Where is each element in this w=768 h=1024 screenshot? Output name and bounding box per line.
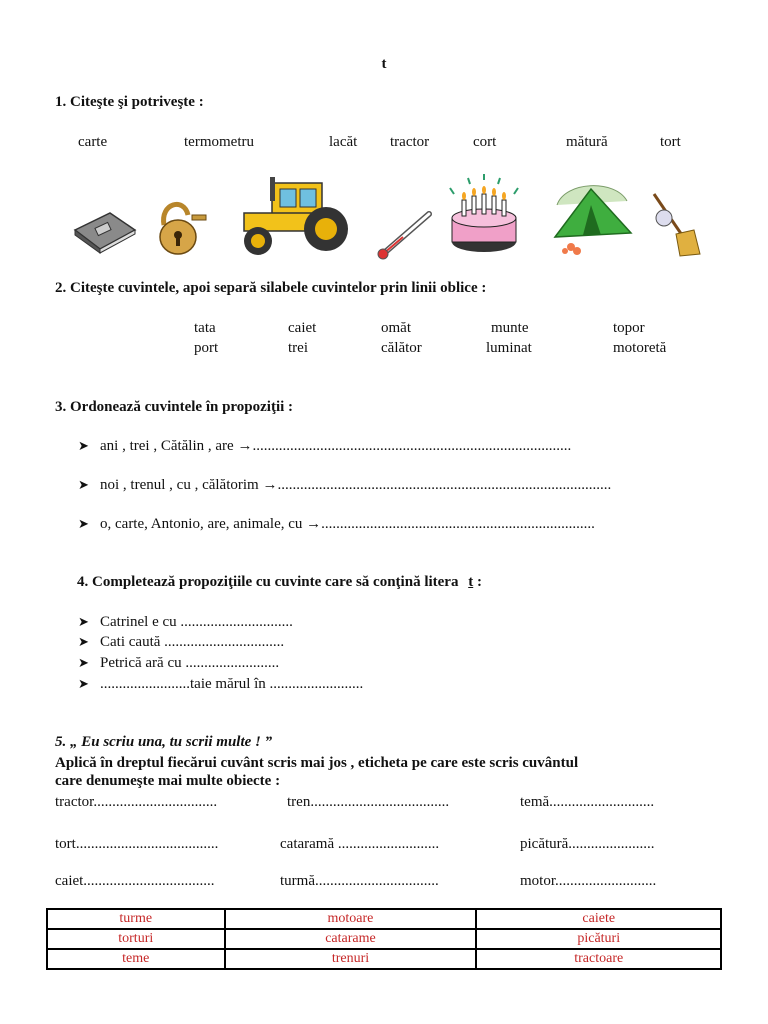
arrow-bullet-icon: ➤ — [78, 438, 89, 453]
syllable-word: port — [194, 340, 219, 356]
fill-line: tort...................................... — [55, 836, 219, 852]
label-cell: motoare — [225, 909, 477, 929]
padlock-picture — [150, 195, 210, 260]
list-item: ➤ o, carte, Antonio, are, animale, cu →......................................................................... — [78, 516, 595, 532]
page-title: t — [381, 56, 387, 72]
thermometer-picture — [375, 208, 435, 260]
label-cell: tractoare — [476, 949, 721, 969]
label-table — [46, 908, 722, 970]
syllable-word: tata — [194, 320, 216, 336]
syllable-word: topor — [613, 320, 645, 336]
syllable-word: călător — [381, 340, 422, 356]
fill-line: cataramă ........................... — [280, 836, 440, 852]
cake-picture — [440, 172, 530, 260]
arrow-bullet-icon: ➤ — [78, 477, 89, 492]
syllable-word: munte — [491, 320, 529, 336]
syllable-word: caiet — [288, 320, 317, 336]
fill-line: tren..................................... — [287, 794, 450, 810]
word-termometru: termometru — [184, 134, 254, 150]
word-lacat: lacăt — [329, 134, 358, 150]
table-row — [47, 929, 721, 949]
table-row — [47, 909, 721, 929]
list-item: ➤ Petrică ară cu ......................... — [78, 655, 280, 671]
label-cell: picături — [476, 929, 721, 949]
word-carte: carte — [78, 134, 108, 150]
exercise-5-instruction: care denumeşte mai multe obiecte : — [55, 773, 281, 789]
table-row — [47, 949, 721, 969]
syllable-word: omăt — [381, 320, 411, 336]
arrow-bullet-icon: ➤ — [78, 676, 89, 691]
exercise-5-heading: 5. „ Eu scriu una, tu scrii multe ! ” — [55, 734, 273, 750]
fill-line: motor........................... — [520, 873, 657, 889]
syllable-word: motoretă — [613, 340, 667, 356]
exercise-4-heading: 4. Completează propoziţiile cu cuvinte care să conţină litera t : — [77, 574, 482, 590]
label-cell: turme — [47, 909, 225, 929]
fill-line: tractor................................. — [55, 794, 218, 810]
syllable-word: luminat — [486, 340, 532, 356]
word-tort: tort — [660, 134, 681, 150]
list-item: ➤ ani , trei , Cătălin , are →..................................................................................... — [78, 438, 572, 454]
list-item: ➤ Catrinel e cu .............................. — [78, 614, 293, 630]
fill-line: picătură....................... — [520, 836, 655, 852]
tent-picture — [545, 175, 640, 260]
word-cort: cort — [473, 134, 497, 150]
label-cell: catarame — [225, 929, 477, 949]
exercise-3-heading: 3. Ordonează cuvintele în propoziţii : — [55, 399, 294, 415]
arrow-bullet-icon: ➤ — [78, 516, 89, 531]
broom-picture — [650, 190, 705, 260]
list-item: ➤ Cati caută ................................ — [78, 634, 285, 650]
word-matura: mătură — [566, 134, 608, 150]
list-item: ➤ ........................taie mărul în ......................... — [78, 676, 364, 692]
fill-line: caiet................................... — [55, 873, 215, 889]
tractor-picture — [232, 175, 357, 260]
arrow-bullet-icon: ➤ — [78, 614, 89, 629]
exercise-1-heading: 1. Citeşte şi potriveşte : — [55, 94, 204, 110]
arrow-bullet-icon: ➤ — [78, 655, 89, 670]
label-cell: teme — [47, 949, 225, 969]
label-cell: trenuri — [225, 949, 477, 969]
arrow-bullet-icon: ➤ — [78, 634, 89, 649]
syllable-word: trei — [288, 340, 308, 356]
book-picture — [70, 205, 140, 255]
word-tractor: tractor — [390, 134, 430, 150]
exercise-2-heading: 2. Citeşte cuvintele, apoi separă silabele cuvintelor prin linii oblice : — [55, 280, 487, 296]
fill-line: temă............................ — [520, 794, 655, 810]
label-cell: caiete — [476, 909, 721, 929]
list-item: ➤ noi , trenul , cu , călătorim →......................................................................................... — [78, 477, 612, 493]
exercise-5-instruction: Aplică în dreptul fiecărui cuvânt scris mai jos , eticheta pe care este scris cuvântul — [55, 755, 579, 771]
fill-line: turmă................................. — [280, 873, 439, 889]
highlighted-letter: t — [468, 574, 474, 590]
label-cell: torturi — [47, 929, 225, 949]
